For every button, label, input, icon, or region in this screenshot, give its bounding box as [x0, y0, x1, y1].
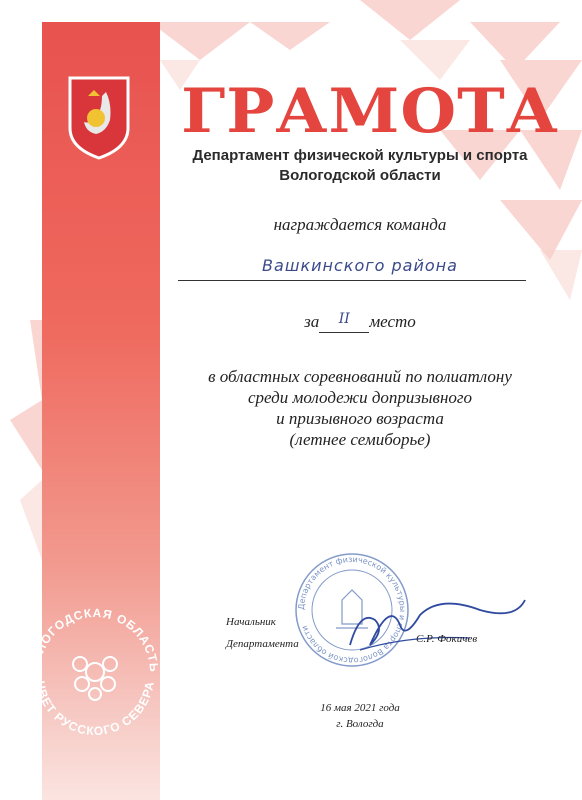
emblem-top-text: ВОЛОГОДСКАЯ ОБЛАСТЬ: [28, 605, 162, 674]
coat-of-arms-icon: [66, 74, 132, 160]
position-line-1: Начальник: [226, 616, 276, 628]
certificate-title: ГРАМОТА: [181, 75, 559, 148]
issue-date-block: [160, 700, 560, 732]
department-line-2: Вологодской области: [279, 167, 441, 184]
region-emblem: [20, 594, 170, 744]
issue-date: 16 мая 2021 года: [320, 702, 400, 714]
position-line-2: Департамента: [226, 638, 299, 650]
department-line-1: Департамент физической культуры и спорта: [192, 147, 528, 164]
place-suffix: место: [369, 312, 416, 331]
team-name-handwritten: Вашкинского района: [262, 256, 458, 275]
competition-line-1: в областных соревнований по полиатлону: [208, 367, 512, 386]
emblem-bottom-text: ЦВЕТ РУССКОГО СЕВЕРА: [33, 679, 157, 739]
place-row: [160, 312, 560, 333]
signatory-position: [226, 611, 299, 655]
signatory-name: С.Р. Фокичев: [416, 633, 478, 645]
competition-line-2: среди молодежи допризывного: [247, 388, 473, 407]
awarded-text: награждается команда: [273, 215, 447, 234]
place-prefix: за: [304, 312, 320, 331]
team-name-underline: [178, 280, 526, 281]
issue-city: г. Вологда: [336, 718, 384, 730]
department-name: [160, 146, 560, 186]
competition-description: [160, 366, 560, 450]
place-value-handwritten: II: [338, 311, 350, 327]
place-blank: [319, 312, 369, 333]
stamp-text: Департамент физической культуры и спорта Вологодской области: [296, 554, 408, 666]
competition-line-4: (летнее семиборье): [289, 430, 431, 449]
competition-line-3: и призывного возраста: [276, 409, 444, 428]
signature-scribble: [330, 590, 530, 660]
